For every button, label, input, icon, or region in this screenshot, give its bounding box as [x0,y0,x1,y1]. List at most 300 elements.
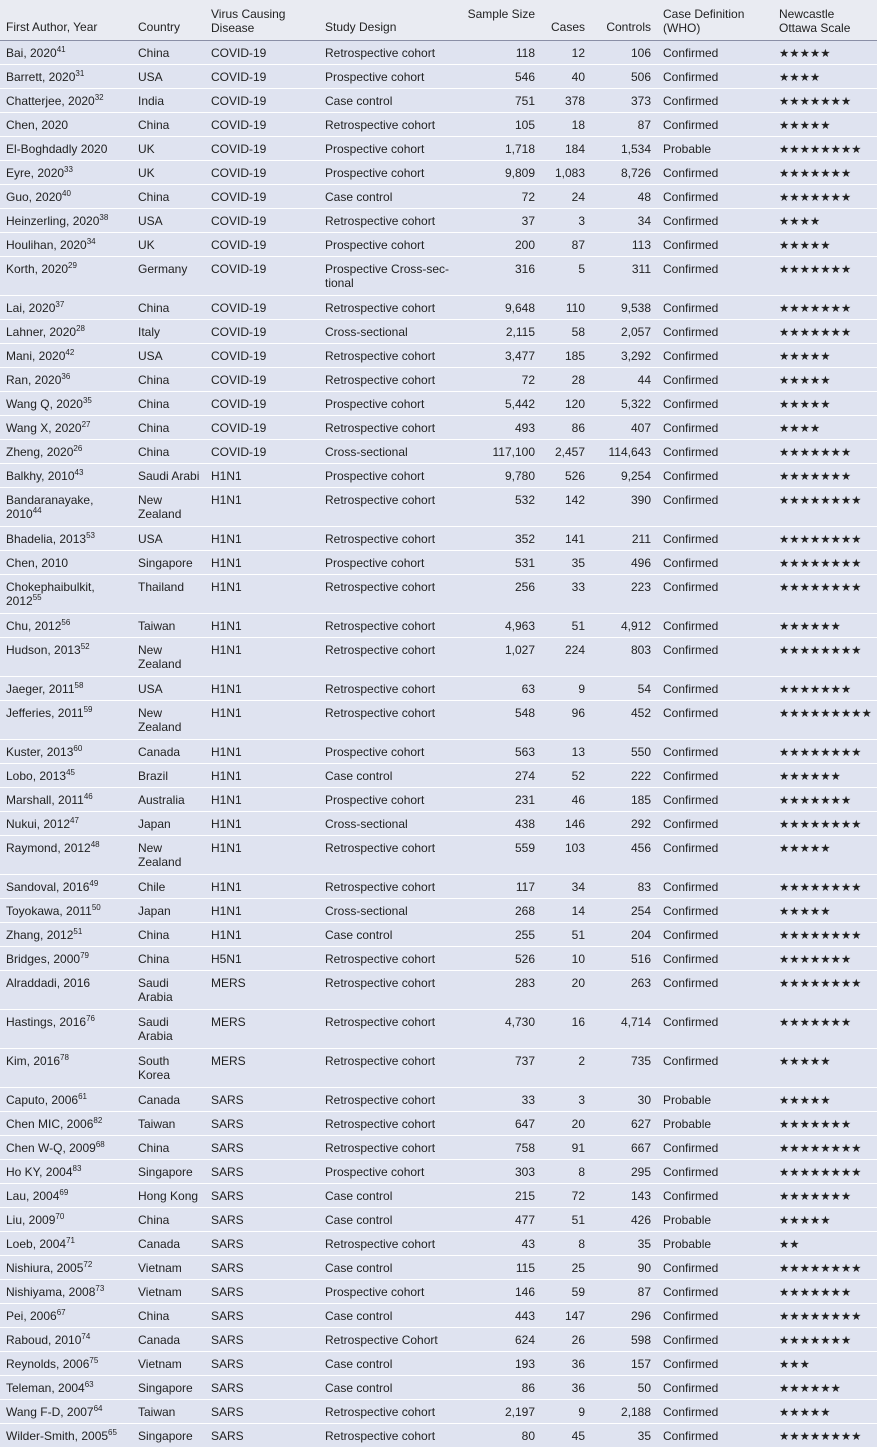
reference-number: 28 [76,323,85,333]
design-cell: Prospective cohort [319,160,461,184]
cases-cell: 45 [541,1423,591,1447]
author-year: Chu, 2012 [6,618,62,633]
cases-cell: 10 [541,946,591,970]
table-row [0,1231,877,1255]
country-cell: China [132,439,205,463]
sample-size-cell: 117 [461,874,541,898]
table-row [0,184,877,208]
table-row [0,1183,877,1207]
reference-number: 36 [61,371,71,381]
header-case-definition: Case Definition (WHO) [657,0,773,40]
sample-size-cell: 72 [461,184,541,208]
country-cell: USA [132,676,205,700]
design-cell: Cross-sectional [319,319,461,343]
controls-cell: 254 [591,898,657,922]
sample-size-cell: 118 [461,40,541,64]
controls-cell: 35 [591,1231,657,1255]
sample-size-cell: 43 [461,1231,541,1255]
author-cell [0,1087,132,1111]
case-definition-cell: Confirmed [657,1048,773,1087]
virus-cell: COVID-19 [205,232,319,256]
author-cell [0,550,132,574]
virus-cell: SARS [205,1111,319,1135]
case-definition-cell: Confirmed [657,415,773,439]
cases-cell: 36 [541,1351,591,1375]
cases-cell: 147 [541,1303,591,1327]
sample-size-cell: 256 [461,574,541,613]
controls-cell: 8,726 [591,160,657,184]
author-cell [0,1303,132,1327]
sample-size-cell: 737 [461,1048,541,1087]
case-definition-cell: Probable [657,1087,773,1111]
author-year: Wang Q, 2020 [6,396,83,411]
case-definition-cell: Probable [657,1207,773,1231]
design-cell: Case control [319,1351,461,1375]
author-cell [0,232,132,256]
case-definition-cell: Confirmed [657,1183,773,1207]
header-country: Country [132,0,205,40]
virus-cell: H1N1 [205,463,319,487]
design-cell: Retrospective cohort [319,574,461,613]
virus-cell: H1N1 [205,922,319,946]
controls-cell: 496 [591,550,657,574]
newcastle-ottawa-stars: ★★★★★★★ [773,1009,877,1048]
reference-number: 41 [56,44,66,54]
author-year: Chokephaibulkit, 2012 [6,579,95,608]
design-cell: Case control [319,1207,461,1231]
table-row [0,1048,877,1087]
controls-cell: 204 [591,922,657,946]
author-year: Alraddadi, 2016 [6,975,91,990]
author-year: Caputo, 2006 [6,1092,79,1107]
reference-number: 32 [94,92,104,102]
newcastle-ottawa-stars: ★★★★★ [773,232,877,256]
author-year: Nishiura, 2005 [6,1260,84,1275]
design-cell: Retrospective cohort [319,676,461,700]
author-year: Eyre, 2020 [6,165,65,180]
author-year: Jefferies, 2011 [6,705,84,720]
case-definition-cell: Confirmed [657,463,773,487]
author-year: Chen W-Q, 2009 [6,1140,96,1155]
design-cell: Retrospective cohort [319,1009,461,1048]
table-row [0,40,877,64]
case-definition-cell: Confirmed [657,343,773,367]
reference-number: 40 [62,188,71,198]
table-row [0,1111,877,1135]
country-cell: Taiwan [132,1399,205,1423]
design-cell: Cross-sectional [319,439,461,463]
author-cell [0,946,132,970]
newcastle-ottawa-stars: ★★★★★★ [773,613,877,637]
sample-size-cell: 63 [461,676,541,700]
author-cell [0,1009,132,1048]
author-year: Marshall, 2011 [6,792,84,807]
author-year: Raymond, 2012 [6,840,91,855]
country-cell: Canada [132,1327,205,1351]
author-year: Barrett, 2020 [6,69,76,84]
controls-cell: 426 [591,1207,657,1231]
cases-cell: 51 [541,613,591,637]
controls-cell: 143 [591,1183,657,1207]
virus-cell: H1N1 [205,811,319,835]
case-definition-cell: Confirmed [657,763,773,787]
sample-size-cell: 1,027 [461,637,541,676]
cases-cell: 13 [541,739,591,763]
newcastle-ottawa-stars: ★★ [773,1231,877,1255]
reference-number: 34 [86,236,96,246]
author-year: Jaeger, 2011 [6,681,75,696]
virus-cell: SARS [205,1375,319,1399]
sample-size-cell: 255 [461,922,541,946]
controls-cell: 390 [591,487,657,526]
virus-cell: H1N1 [205,637,319,676]
sample-size-cell: 1,718 [461,136,541,160]
design-cell: Retrospective cohort [319,208,461,232]
newcastle-ottawa-stars: ★★★★★ [773,391,877,415]
country-cell: New Zealand [132,700,205,739]
cases-cell: 146 [541,811,591,835]
controls-cell: 87 [591,1279,657,1303]
sample-size-cell: 37 [461,208,541,232]
virus-cell: SARS [205,1327,319,1351]
design-cell: Retrospective cohort [319,1135,461,1159]
author-cell [0,112,132,136]
cases-cell: 51 [541,1207,591,1231]
reference-number: 64 [93,1403,103,1413]
design-cell: Retrospective cohort [319,526,461,550]
table-row [0,88,877,112]
header-cases: Cases [541,0,591,40]
design-cell: Retrospective cohort [319,112,461,136]
newcastle-ottawa-stars: ★★★★★ [773,1087,877,1111]
controls-cell: 516 [591,946,657,970]
country-cell: Germany [132,256,205,295]
controls-cell: 1,534 [591,136,657,160]
newcastle-ottawa-stars: ★★★★★★★ [773,1111,877,1135]
cases-cell: 51 [541,922,591,946]
cases-cell: 59 [541,1279,591,1303]
cases-cell: 142 [541,487,591,526]
author-year: El-Boghdadly 2020 [6,141,108,156]
design-cell: Retrospective cohort [319,1048,461,1087]
cases-cell: 26 [541,1327,591,1351]
author-year: Lau, 2004 [6,1188,60,1203]
sample-size-cell: 2,115 [461,319,541,343]
design-cell: Case control [319,1375,461,1399]
sample-size-cell: 548 [461,700,541,739]
virus-cell: H1N1 [205,700,319,739]
controls-cell: 667 [591,1135,657,1159]
newcastle-ottawa-stars: ★★★★ [773,415,877,439]
table-row [0,898,877,922]
newcastle-ottawa-stars: ★★★★★★★ [773,1327,877,1351]
virus-cell: H1N1 [205,835,319,874]
table-row [0,811,877,835]
virus-cell: COVID-19 [205,256,319,295]
cases-cell: 120 [541,391,591,415]
author-cell [0,613,132,637]
author-year: Mani, 2020 [6,348,66,363]
design-cell: Cross-sectional [319,811,461,835]
virus-cell: COVID-19 [205,64,319,88]
author-cell [0,136,132,160]
reference-number: 82 [93,1115,103,1125]
reference-number: 60 [73,743,83,753]
table-row [0,415,877,439]
design-cell: Prospective cohort [319,1279,461,1303]
case-definition-cell: Confirmed [657,970,773,1009]
design-cell: Case control [319,1255,461,1279]
design-cell: Prospective cohort [319,232,461,256]
country-cell: China [132,1207,205,1231]
cases-cell: 16 [541,1009,591,1048]
author-cell [0,439,132,463]
controls-cell: 550 [591,739,657,763]
table-row [0,112,877,136]
author-year: Hastings, 2016 [6,1014,87,1029]
table-row [0,160,877,184]
case-definition-cell: Confirmed [657,874,773,898]
newcastle-ottawa-stars: ★★★★★★★★ [773,136,877,160]
virus-cell: COVID-19 [205,439,319,463]
virus-cell: COVID-19 [205,367,319,391]
author-year: Lahner, 2020 [6,324,77,339]
reference-number: 73 [95,1283,105,1293]
controls-cell: 222 [591,763,657,787]
reference-number: 70 [55,1211,65,1221]
header-author: First Author, Year [0,0,132,40]
sample-size-cell: 647 [461,1111,541,1135]
virus-cell: SARS [205,1207,319,1231]
cases-cell: 12 [541,40,591,64]
newcastle-ottawa-stars: ★★★★★★★★ [773,811,877,835]
case-definition-cell: Confirmed [657,811,773,835]
author-cell [0,1399,132,1423]
cases-cell: 46 [541,787,591,811]
newcastle-ottawa-stars: ★★★★★★★★ [773,1135,877,1159]
reference-number: 48 [90,839,100,849]
design-cell: Prospective cohort [319,463,461,487]
virus-cell: COVID-19 [205,343,319,367]
newcastle-ottawa-stars: ★★★★★★★ [773,1183,877,1207]
sample-size-cell: 316 [461,256,541,295]
controls-cell: 106 [591,40,657,64]
cases-cell: 378 [541,88,591,112]
reference-number: 79 [80,950,89,960]
case-definition-cell: Confirmed [657,700,773,739]
author-cell [0,922,132,946]
reference-number: 61 [78,1091,87,1101]
author-year: Chatterjee, 2020 [6,93,95,108]
author-cell [0,391,132,415]
header-row [0,0,877,40]
author-year: Wang X, 2020 [6,420,82,435]
reference-number: 51 [73,926,83,936]
case-definition-cell: Confirmed [657,787,773,811]
table-row [0,1279,877,1303]
country-cell: USA [132,208,205,232]
design-cell: Case control [319,88,461,112]
reference-number: 76 [86,1013,95,1023]
case-definition-cell: Confirmed [657,526,773,550]
author-cell [0,676,132,700]
author-cell [0,1159,132,1183]
sample-size-cell: 493 [461,415,541,439]
case-definition-cell: Confirmed [657,160,773,184]
country-cell: Saudi Arabia [132,970,205,1009]
design-cell: Prospective Cross-sec-tional [319,256,461,295]
virus-cell: SARS [205,1351,319,1375]
country-cell: Canada [132,1231,205,1255]
design-cell: Retrospective cohort [319,1423,461,1447]
design-cell: Retrospective cohort [319,1111,461,1135]
design-cell: Prospective cohort [319,136,461,160]
cases-cell: 28 [541,367,591,391]
table-row [0,256,877,295]
reference-number: 47 [70,815,79,825]
table-row [0,1135,877,1159]
author-cell [0,1255,132,1279]
country-cell: Saudi Arabia [132,1009,205,1048]
design-cell: Retrospective cohort [319,1399,461,1423]
case-definition-cell: Confirmed [657,739,773,763]
virus-cell: H1N1 [205,874,319,898]
design-cell: Cross-sectional [319,898,461,922]
author-cell [0,1375,132,1399]
table-row [0,676,877,700]
reference-number: 83 [72,1163,82,1173]
cases-cell: 526 [541,463,591,487]
sample-size-cell: 526 [461,946,541,970]
cases-cell: 86 [541,415,591,439]
controls-cell: 5,322 [591,391,657,415]
author-cell [0,739,132,763]
country-cell: China [132,415,205,439]
controls-cell: 90 [591,1255,657,1279]
newcastle-ottawa-stars: ★★★★★★★★ [773,550,877,574]
table-row [0,1255,877,1279]
cases-cell: 185 [541,343,591,367]
controls-cell: 48 [591,184,657,208]
controls-cell: 292 [591,811,657,835]
cases-cell: 1,083 [541,160,591,184]
cases-cell: 9 [541,676,591,700]
author-cell [0,208,132,232]
newcastle-ottawa-stars: ★★★★★★ [773,1375,877,1399]
virus-cell: H1N1 [205,574,319,613]
sample-size-cell: 283 [461,970,541,1009]
design-cell: Retrospective cohort [319,40,461,64]
sample-size-cell: 105 [461,112,541,136]
controls-cell: 407 [591,415,657,439]
table-row [0,946,877,970]
sample-size-cell: 215 [461,1183,541,1207]
newcastle-ottawa-stars: ★★★★★★★ [773,439,877,463]
virus-cell: H5N1 [205,946,319,970]
table-row [0,1351,877,1375]
header-sample-size: Sample Size [461,0,541,40]
cases-cell: 87 [541,232,591,256]
cases-cell: 24 [541,184,591,208]
author-year: Loeb, 2004 [6,1236,67,1251]
sample-size-cell: 477 [461,1207,541,1231]
sample-size-cell: 303 [461,1159,541,1183]
case-definition-cell: Confirmed [657,1375,773,1399]
table-row [0,970,877,1009]
table-row [0,1423,877,1447]
author-cell [0,835,132,874]
case-definition-cell: Confirmed [657,550,773,574]
newcastle-ottawa-stars: ★★★★★★★★ [773,526,877,550]
newcastle-ottawa-stars: ★★★★★★★★ [773,970,877,1009]
country-cell: China [132,391,205,415]
table-row [0,922,877,946]
controls-cell: 50 [591,1375,657,1399]
sample-size-cell: 443 [461,1303,541,1327]
author-cell [0,1135,132,1159]
newcastle-ottawa-stars: ★★★★★★★★ [773,487,877,526]
author-year: Bridges, 2000 [6,951,81,966]
reference-number: 68 [95,1139,105,1149]
sample-size-cell: 86 [461,1375,541,1399]
country-cell: Vietnam [132,1255,205,1279]
cases-cell: 34 [541,874,591,898]
sample-size-cell: 9,809 [461,160,541,184]
case-definition-cell: Confirmed [657,946,773,970]
cases-cell: 35 [541,550,591,574]
newcastle-ottawa-stars: ★★★★★ [773,1207,877,1231]
controls-cell: 506 [591,64,657,88]
reference-number: 58 [74,680,84,690]
country-cell: Vietnam [132,1351,205,1375]
table-row [0,1207,877,1231]
author-cell [0,256,132,295]
country-cell: UK [132,160,205,184]
sample-size-cell: 751 [461,88,541,112]
sample-size-cell: 274 [461,763,541,787]
table-row [0,550,877,574]
design-cell: Prospective cohort [319,550,461,574]
controls-cell: 373 [591,88,657,112]
author-year: Wilder-Smith, 2005 [6,1428,109,1443]
case-definition-cell: Confirmed [657,1159,773,1183]
controls-cell: 9,254 [591,463,657,487]
country-cell: Singapore [132,1375,205,1399]
virus-cell: SARS [205,1159,319,1183]
table-row [0,1303,877,1327]
controls-cell: 9,538 [591,295,657,319]
newcastle-ottawa-stars: ★★★★★★★★ [773,1255,877,1279]
cases-cell: 58 [541,319,591,343]
author-cell [0,64,132,88]
sample-size-cell: 9,648 [461,295,541,319]
author-cell [0,574,132,613]
newcastle-ottawa-stars: ★★★★★★★★ [773,1159,877,1183]
author-year: Teleman, 2004 [6,1380,85,1395]
cases-cell: 9 [541,1399,591,1423]
design-cell: Retrospective cohort [319,946,461,970]
author-year: Ran, 2020 [6,372,62,387]
sample-size-cell: 3,477 [461,343,541,367]
controls-cell: 113 [591,232,657,256]
reference-number: 67 [56,1307,66,1317]
author-year: Bandaranayake, 2010 [6,492,94,521]
author-year: Kim, 2016 [6,1053,61,1068]
sample-size-cell: 4,730 [461,1009,541,1048]
author-cell [0,1279,132,1303]
reference-number: 42 [65,347,75,357]
author-year: Zheng, 2020 [6,444,74,459]
